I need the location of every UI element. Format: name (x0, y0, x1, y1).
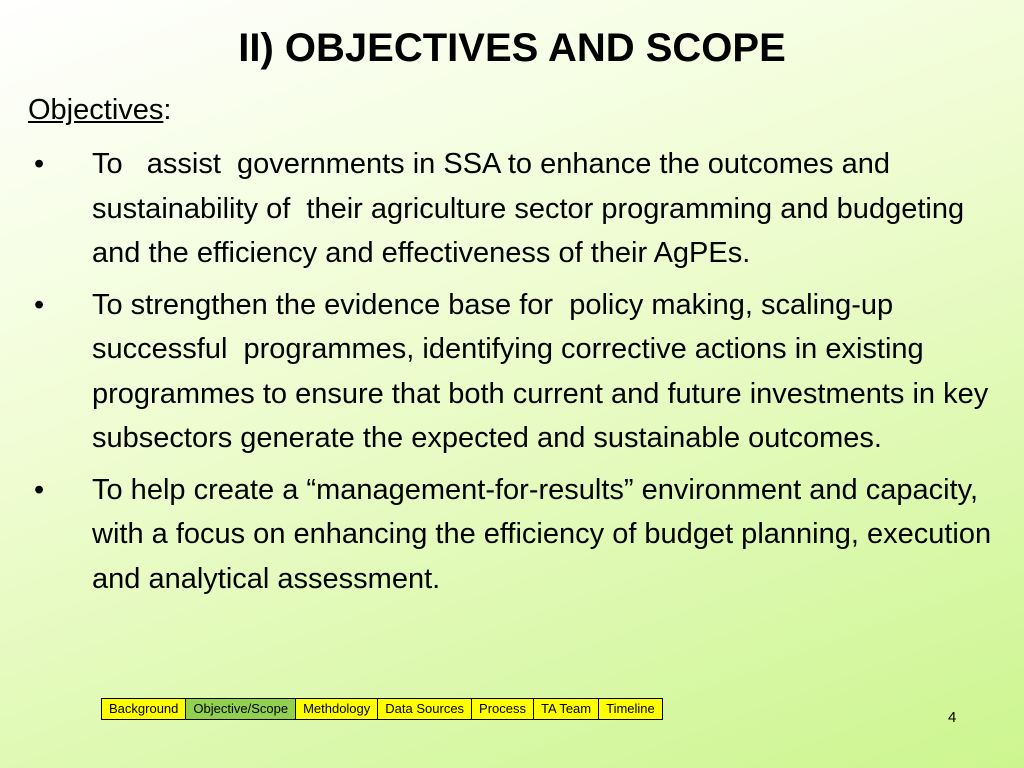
objectives-list (28, 142, 1018, 608)
objective-text: To help create a “management-for-results” environment and capacity, with a focus on enhancing the efficiency of budget planning, execution and analytical assessment. (92, 473, 1000, 595)
objective-text: To strengthen the evidence base for policy making, scaling-up successful programmes, identifying corrective actions in existing programmes to ensure that both current and future investments in key subsectors generate the expected and sustainable outcomes. (92, 288, 997, 454)
bullet-icon: • (34, 473, 45, 506)
page-number: 4 (948, 709, 957, 726)
objective-item (28, 283, 1018, 461)
nav-background[interactable]: Background (102, 699, 186, 719)
section-nav-bar (101, 698, 663, 720)
slide-title: II) OBJECTIVES AND SCOPE (238, 26, 786, 70)
section-heading-label: Objectives (28, 94, 164, 126)
nav-objective-scope[interactable]: Objective/Scope (186, 699, 296, 719)
nav-process[interactable]: Process (472, 699, 534, 719)
objective-item (28, 468, 1018, 602)
section-heading-colon: : (163, 94, 172, 126)
objective-item (28, 142, 1018, 276)
nav-ta-team[interactable]: TA Team (534, 699, 599, 719)
nav-timeline[interactable]: Timeline (606, 701, 655, 716)
nav-data-sources[interactable]: Data Sources (378, 699, 472, 719)
section-heading (28, 90, 171, 130)
bullet-icon: • (34, 288, 45, 321)
objective-text: To assist governments in SSA to enhance the outcomes and sustainability of their agriculture sector programming and budgeting and the efficiency and effectiveness of their AgPEs. (92, 148, 973, 269)
bullet-icon: • (34, 148, 45, 180)
nav-methodology[interactable]: Methdology (296, 699, 378, 719)
